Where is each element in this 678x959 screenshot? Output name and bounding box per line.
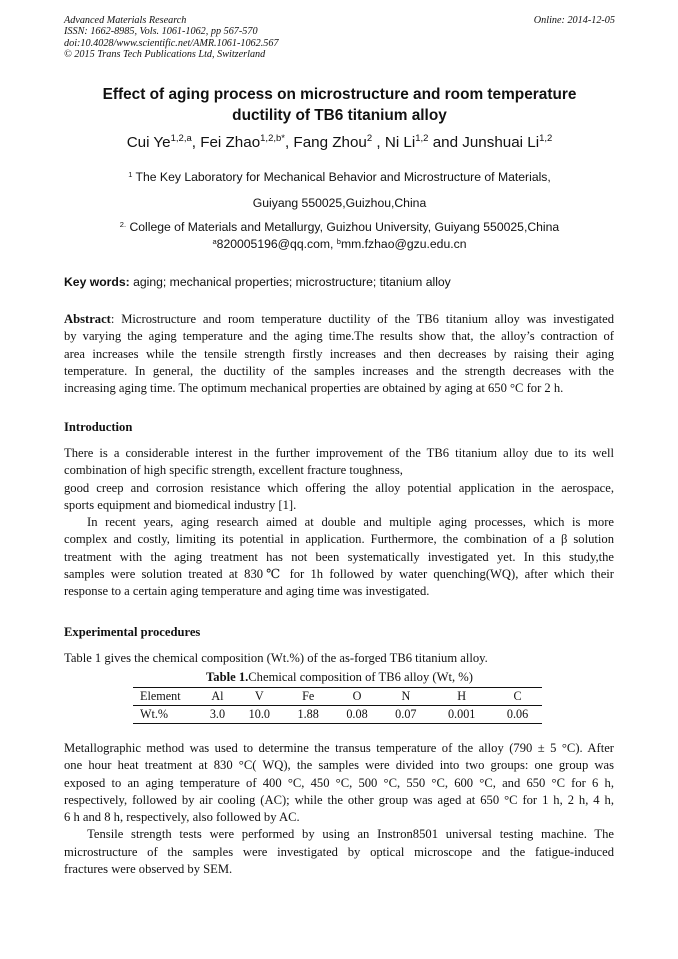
author-name: Fang Zhou: [293, 134, 367, 151]
author-name: Ni Li: [384, 134, 416, 151]
author-affil-mark: 1,2,b*: [260, 133, 285, 144]
author-affil-mark: 2: [366, 133, 373, 144]
table-cell: 0.001: [430, 706, 493, 724]
table-cell: Wt.%: [133, 706, 200, 724]
body-line: response to a certain aging temperature and aging time was investigated.: [64, 584, 430, 599]
body-line: microstructure of the samples were investigated by optical microscope and the fatigue-induced: [64, 844, 614, 859]
abstract-label: Abstract: [64, 312, 111, 326]
author-affil-mark: 1,2,a: [170, 133, 192, 144]
abstract-line: by varying the aging temperature and the aging time.The results show that, the alloy’s contraction of: [64, 329, 614, 344]
affiliation-text: The Key Laboratory for Mechanical Behavior and Microstructure of Materials,: [135, 170, 551, 184]
body-line: one hour heat treatment at 830 °C( WQ), the samples were divided into two groups: one group was: [64, 758, 614, 773]
issn-line: ISSN: 1662-8985, Vols. 1061-1062, pp 567-570: [64, 26, 258, 38]
table-row: [133, 706, 542, 724]
affiliation-1: [64, 170, 615, 184]
body-line: treatment with the aging treatment has not been systematically investigated yet. In this study,the: [64, 549, 614, 564]
table-cell: 10.0: [235, 706, 284, 724]
table-cell: 3.0: [200, 706, 235, 724]
composition-table: [133, 688, 542, 724]
table-header-cell: C: [493, 688, 542, 706]
copyright-line: © 2015 Trans Tech Publications Ltd, Switzerland: [64, 48, 266, 60]
table-cell: 1.88: [284, 706, 333, 724]
table-header-cell: H: [430, 688, 493, 706]
abstract-line: increasing aging time. The optimum mechanical properties are obtained by aging at 650 °C for 2 h.: [64, 381, 564, 396]
doi-line: doi:10.4028/www.scientific.net/AMR.1061-1062.567: [64, 37, 279, 49]
author-separator: ,: [191, 134, 201, 151]
email-mark: a: [212, 237, 217, 246]
section-heading-introduction: Introduction: [64, 420, 133, 434]
section-heading-experimental: Experimental procedures: [64, 625, 201, 639]
table-header-row: [133, 688, 542, 706]
email-address: mm.fzhao@gzu.edu.cn: [340, 237, 467, 251]
abstract-line: Abstract: Microstructure and room temperature ductility of the TB6 titanium alloy was investigated: [64, 312, 614, 326]
body-line: 6 h and 8 h, respectively, also followed by AC.: [64, 810, 300, 825]
title-line-2: ductility of TB6 titanium alloy: [232, 107, 447, 124]
keywords-text: aging; mechanical properties; microstructure; titanium alloy: [129, 275, 451, 289]
keywords: [64, 275, 451, 289]
author-separator: ,: [372, 134, 385, 151]
body-line: combination of high specific strength, excellent fracture toughness,: [64, 463, 403, 478]
body-line: good creep and corrosion resistance which offering the alloy potential application in the aerospace,: [64, 480, 614, 495]
email-line: [64, 237, 615, 251]
table-header-cell: O: [333, 688, 382, 706]
affiliation-mark: 2.: [119, 220, 127, 229]
body-line: Tensile strength tests were performed by using an Instron8501 universal testing machine. The: [64, 827, 614, 842]
affiliation-2: [64, 220, 615, 234]
author-name: Cui Ye: [126, 134, 171, 151]
abstract-line: temperature. In general, the ductility of the samples increases and the strength decreases with the: [64, 363, 614, 378]
paper-title: [64, 84, 615, 126]
table-cell: 0.06: [493, 706, 542, 724]
table-header-cell: N: [381, 688, 430, 706]
introduction-body: [64, 445, 614, 601]
table-header-cell: Fe: [284, 688, 333, 706]
abstract-line: area increases while the tensile strength firstly increases and then decreases by raising their aging: [64, 346, 614, 361]
author-affil-mark: 1,2: [415, 133, 429, 144]
table-header-cell: V: [235, 688, 284, 706]
table-cell: 0.08: [333, 706, 382, 724]
body-line: Metallographic method was used to determine the transus temperature of the alloy (790 ± 5 °C). After: [64, 741, 614, 755]
body-line: There is a considerable interest in the further improvement of the TB6 titanium alloy due to its well: [64, 446, 614, 460]
author-list: [64, 133, 615, 151]
affiliation-mark: 1: [128, 170, 133, 179]
author-separator: and: [428, 134, 463, 151]
title-line-1: Effect of aging process on microstructure and room temperature: [102, 86, 577, 103]
body-line: complex and costly, limiting its potential in application. Furthermore, the combination of a β solution: [64, 532, 614, 547]
affiliation-1-location: Guiyang 550025,Guizhou,China: [252, 196, 427, 210]
body-line: sports equipment and biomedical industry [1].: [64, 497, 297, 512]
body-line: respectively, followed by air cooling (AC); while the other group was aged at 650 °C for 1 h, 2 h, 4 h,: [64, 792, 614, 807]
author-name: Junshuai Li: [462, 134, 540, 151]
journal-header: [64, 15, 279, 60]
author-name: Fei Zhao: [200, 134, 261, 151]
author-separator: ,: [284, 134, 294, 151]
experimental-body: [64, 740, 614, 878]
body-line: fractures were observed by SEM.: [64, 862, 233, 877]
affiliation-text: College of Materials and Metallurgy, Guizhou University, Guiyang 550025,China: [129, 220, 560, 234]
table-intro-line: Table 1 gives the chemical composition (Wt.%) of the as-forged TB6 titanium alloy.: [64, 651, 488, 665]
abstract: [64, 311, 614, 397]
table-header-cell: Al: [200, 688, 235, 706]
table-label: Table 1.: [206, 670, 249, 684]
email-mark: b: [336, 237, 341, 246]
email-address: 820005196@qq.com,: [216, 237, 337, 251]
table-caption-text: Chemical composition of TB6 alloy (Wt, %): [248, 670, 473, 684]
table-cell: 0.07: [381, 706, 430, 724]
body-line: exposed to an aging temperature of 400 °C, 450 °C, 500 °C, 550 °C, 600 °C, and 650 °C for 6 h,: [64, 775, 614, 790]
journal-name: Advanced Materials Research: [64, 15, 187, 26]
body-line: samples were solution treated at 830℃ for 1h followed by water quenching(WQ), after which their: [64, 567, 614, 582]
table-caption: [64, 670, 615, 685]
keywords-label: Key words:: [64, 275, 130, 289]
author-affil-mark: 1,2: [539, 133, 553, 144]
body-line: In recent years, aging research aimed at double and multiple aging processes, which is more: [64, 515, 614, 530]
online-date: Online: 2014-12-05: [533, 15, 615, 26]
table-header-cell: Element: [133, 688, 200, 706]
